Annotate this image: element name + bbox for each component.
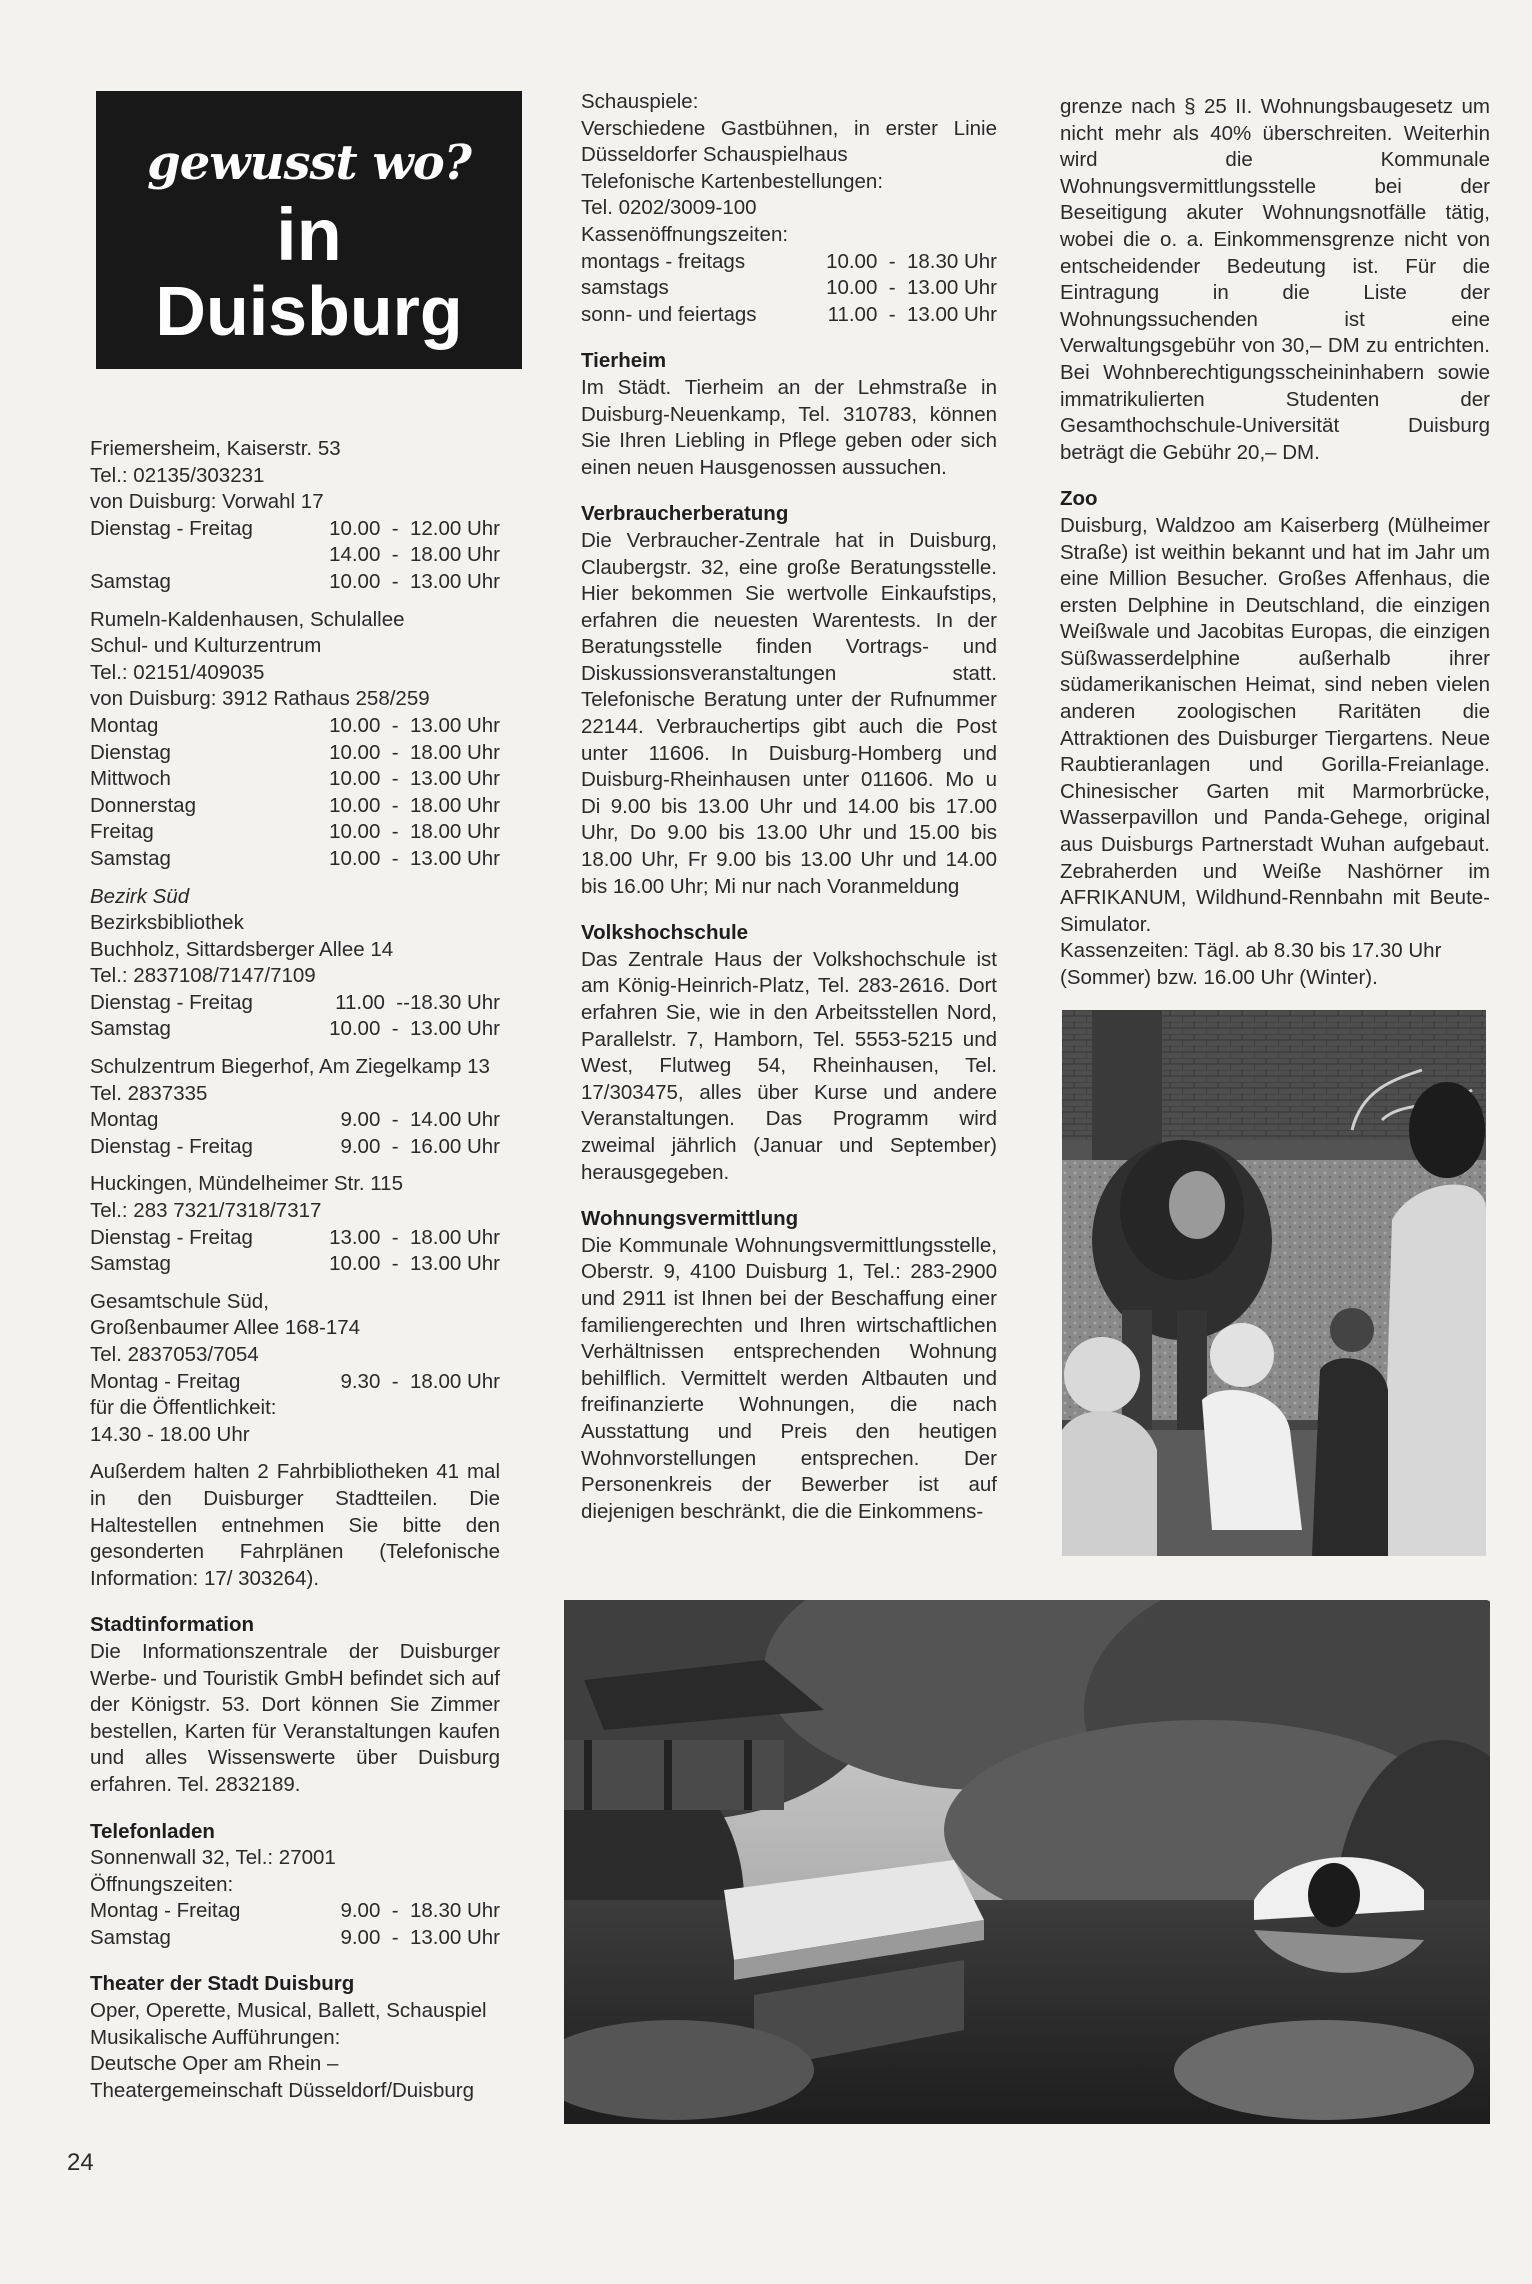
hours-row	[90, 990, 500, 1017]
heading-verbraucherberatung: Verbraucherberatung	[581, 502, 789, 526]
ticket-phone: Tel. 0202/3009-100	[581, 196, 757, 220]
hours-time: 10.00 - 13.00 Uhr	[329, 1252, 500, 1276]
phone: Tel.: 02135/303231	[90, 463, 265, 487]
hours-row	[90, 819, 500, 846]
opening-hours	[90, 713, 500, 873]
hours-day: Montag - Freitag	[90, 1369, 241, 1393]
telefonladen-open-label: Öffnungszeiten:	[90, 1872, 234, 1896]
hours-row	[90, 1016, 500, 1043]
hours-row	[90, 766, 500, 793]
hours-time: 10.00 - 12.00 Uhr	[329, 516, 500, 540]
opening-hours	[90, 990, 500, 1043]
hours-time: 10.00 - 18.00 Uhr	[329, 740, 500, 764]
hours-time: 10.00 - 18.30 Uhr	[826, 249, 997, 273]
page-number: 24	[67, 2149, 94, 2176]
heading-wohnungsvermittlung: Wohnungsvermittlung	[581, 1207, 799, 1231]
hours-row	[581, 275, 997, 302]
library-friemersheim	[90, 436, 500, 596]
library-rumeln	[90, 607, 500, 873]
hours-time: 9.00 - 16.00 Uhr	[340, 1134, 500, 1158]
heading-theater: Theater der Stadt Duisburg	[90, 1972, 355, 1996]
address: Schulzentrum Biegerhof, Am Ziegelkamp 13	[90, 1055, 490, 1079]
hours-day: Donnerstag	[90, 793, 196, 817]
hours-day: Montag	[90, 713, 159, 737]
hours-day: Dienstag - Freitag	[90, 990, 253, 1014]
verbraucherberatung-text: Die Verbraucher-Zentrale hat in Duisburg, Claubergstr. 32, eine große Beratungsstelle. Hier bekommen Sie wertvolle Einkaufstips, erfahren die neuesten Warentests. In der Beratungsstelle finden Vortrags- und Diskussionsveranstaltungen statt. Telefonische Beratung unter der Rufnummer 22144. Verbrauchertips gibt auch die Post unter 11606. In Duisburg-Homberg und Duisburg-Rheinhausen unter 011606. Mo u Di 9.00 bis 13.00 Uhr und 14.00 bis 17.00 Uhr, Do 9.00 bis 13.00 Uhr und 15.00 bis 18.00 Uhr, Fr 9.00 bis 13.00 Uhr und 14.00 bis 16.00 Uhr; Mi nur nach Voranmeldung	[581, 528, 997, 898]
district-label: Bezirk Süd	[90, 884, 190, 908]
hours-row	[90, 1898, 500, 1925]
hours-row	[90, 1107, 500, 1134]
library-biegerhof	[90, 1054, 500, 1160]
hours-day: Samstag	[90, 1017, 171, 1041]
hours-time: 13.00 - 18.00 Uhr	[329, 1225, 500, 1249]
hours-day: Mittwoch	[90, 767, 171, 791]
hours-time: 10.00 - 13.00 Uhr	[329, 846, 500, 870]
column-1	[90, 436, 500, 2104]
masthead-in: in	[276, 193, 342, 276]
hours-day: Samstag	[90, 846, 171, 870]
hours-row	[90, 516, 500, 543]
hours-time: 10.00 - 18.00 Uhr	[329, 820, 500, 844]
hours-day: Samstag	[90, 1252, 171, 1276]
hours-day: Dienstag - Freitag	[90, 1134, 253, 1158]
column-3	[1060, 94, 1490, 992]
hours-row	[90, 1251, 500, 1278]
schauspiele-text: Verschiedene Gastbühnen, in erster Linie Düsseldorfer Schauspielhaus	[581, 116, 997, 167]
hours-day: Dienstag - Freitag	[90, 516, 253, 540]
box-office-label: Kassenöffnungszeiten:	[581, 222, 789, 246]
hours-day: Montag	[90, 1108, 159, 1132]
box-office-hours	[581, 249, 997, 329]
hours-day: Dienstag	[90, 740, 171, 764]
heading-stadtinformation: Stadtinformation	[90, 1613, 254, 1637]
hours-time: 10.00 - 13.00 Uhr	[329, 713, 500, 737]
hours-time: 11.00 --18.30 Uhr	[335, 990, 500, 1014]
theater-line-3: Deutsche Oper am Rhein – Theatergemeinschaft Düsseldorf/Duisburg	[90, 2052, 474, 2102]
mobile-libraries-text: Außerdem halten 2 Fahrbibliotheken 41 mal in den Duisburger Stadtteilen. Die Haltestellen entnehmen Sie bitte den gesonderten Fahrplänen (Telefonische Information: 17/ 303264).	[90, 1460, 500, 1590]
address: Buchholz, Sittardsberger Allee 14	[90, 937, 394, 961]
hours-row	[90, 542, 500, 569]
address: Großenbaumer Allee 168-174	[90, 1316, 361, 1340]
hours-row	[581, 249, 997, 276]
hours-day	[90, 542, 329, 569]
phone: Tel.: 2837108/7147/7109	[90, 964, 316, 988]
hours-day: montags - freitags	[581, 249, 746, 273]
address: Huckingen, Mündelheimer Str. 115	[90, 1172, 403, 1196]
hours-time: 9.00 - 13.00 Uhr	[340, 1925, 500, 1949]
hours-time: 14.00 - 18.00 Uhr	[329, 543, 500, 567]
lion-photo-image	[1062, 1010, 1486, 1556]
stadtinformation-text: Die Informationszentrale der Duisburger Werbe- und Touristik GmbH befindet sich auf der Königstr. 53. Dort können Sie Zimmer bestellen, Karten für Veranstaltungen kaufen und alles Wissenswerte über Duisburg erfahren. Tel. 2832189.	[90, 1639, 500, 1796]
hours-time: 10.00 - 13.00 Uhr	[329, 569, 500, 593]
phone: Tel.: 02151/409035	[90, 660, 265, 684]
chinese-garden-photo	[564, 1600, 1490, 2124]
hours-row	[90, 1225, 500, 1252]
hours-row	[90, 1369, 500, 1396]
heading-tierheim: Tierheim	[581, 349, 667, 373]
hours-day: sonn- und feiertags	[581, 302, 757, 326]
opening-hours	[90, 1225, 500, 1278]
hours-row	[90, 713, 500, 740]
opening-hours	[90, 1107, 500, 1160]
district-section	[90, 884, 500, 1044]
heading-volkshochschule: Volkshochschule	[581, 921, 749, 945]
library-name: Bezirksbibliothek	[90, 911, 244, 935]
hours-row	[90, 569, 500, 596]
hours-day: Dienstag - Freitag	[90, 1225, 253, 1249]
hours-row	[90, 1134, 500, 1161]
chinese-garden-photo-image	[564, 1600, 1490, 2124]
hours-row	[90, 846, 500, 873]
opening-hours	[90, 516, 500, 596]
hours-time: 10.00 - 13.00 Uhr	[826, 276, 997, 300]
dial-info: von Duisburg: 3912 Rathaus 258/259	[90, 687, 430, 711]
hours-time: 11.00 - 13.00 Uhr	[827, 302, 997, 326]
masthead	[96, 91, 522, 369]
hours-day: Freitag	[90, 820, 154, 844]
theater-line-1: Oper, Operette, Musical, Ballett, Schauspiel	[90, 1999, 487, 2023]
zoo-hours: Kassenzeiten: Tägl. ab 8.30 bis 17.30 Uhr (Sommer) bzw. 16.00 Uhr (Winter).	[1060, 939, 1442, 989]
public-label: für die Öffentlichkeit:	[90, 1396, 277, 1420]
hours-time: 10.00 - 13.00 Uhr	[329, 1017, 500, 1041]
zoo-text: Duisburg, Waldzoo am Kaiserberg (Mülheimer Straße) ist weithin bekannt und hat im Jahr um eine Million Besucher. Großes Affenhaus, die ersten Delphine in Deutschland, die einzigen Weißwale und Jacobitas Europas, die einzigen Süßwasserdelphine außerhalb ihrer südamerikanischen Heimat, sind neben vielen anderen zoologischen Raritäten die Attraktionen des Duisburger Tiergartens. Neue Raubtieranlagen und Gorilla-Freianlage. Chinesischer Garten mit Marmorbrücke, Wasserpavillon und Panda-Gehege, original aus Duisburgs Partnerstadt Wuhan aufgebaut. Zebraherden und Weiße Nashörner im AFRIKANUM, Wildhund-Rennbahn mit Beute-Simulator.	[1060, 513, 1490, 936]
heading-zoo: Zoo	[1060, 487, 1098, 511]
hours-time: 9.00 - 18.30 Uhr	[340, 1899, 500, 1923]
hours-time: 9.30 - 18.00 Uhr	[340, 1369, 500, 1393]
heading-telefonladen: Telefonladen	[90, 1819, 215, 1843]
masthead-tagline: gewusst wo?	[147, 135, 471, 191]
theater-line-2: Musikalische Aufführungen:	[90, 2025, 341, 2049]
library-gesamtschule	[90, 1289, 500, 1449]
public-hours: 14.30 - 18.00 Uhr	[90, 1422, 250, 1446]
opening-hours	[90, 1898, 500, 1951]
hours-day: samstags	[581, 276, 669, 300]
name: Gesamtschule Süd,	[90, 1289, 269, 1313]
phone: Tel. 2837053/7054	[90, 1343, 259, 1366]
column-2	[581, 89, 997, 1525]
wohnungsvermittlung-continued: grenze nach § 25 II. Wohnungsbaugesetz um nicht mehr als 40% überschreiten. Weiterhin wird die Kommunale Wohnungsvermittlungsstelle bei der Beseitigung akuter Wohnungsnotfälle tätig, wobei die o. a. Einkommensgrenze nicht von entscheidender Bedeutung ist. Für die Eintragung in die Liste der Wohnungssuchenden ist eine Verwaltungsgebühr von 30,– DM zu entrichten. Bei Wohnberechtigungsscheininhabern sowie immatrikulierten Studenten der Gesamthochschule-Universität Duisburg beträgt die Gebühr 20,– DM.	[1060, 95, 1490, 464]
library-huckingen	[90, 1171, 500, 1277]
hours-day: Samstag	[90, 569, 171, 593]
hours-row	[90, 793, 500, 820]
dial-info: von Duisburg: Vorwahl 17	[90, 490, 324, 514]
opening-hours	[90, 1369, 500, 1396]
hours-time: 9.00 - 14.00 Uhr	[340, 1108, 500, 1132]
hours-row	[90, 1925, 500, 1952]
hours-row	[90, 740, 500, 767]
telefonladen-address: Sonnenwall 32, Tel.: 27001	[90, 1846, 336, 1870]
address: Rumeln-Kaldenhausen, Schulallee	[90, 607, 405, 631]
address: Friemersheim, Kaiserstr. 53	[90, 437, 341, 460]
phone: Tel. 2837335	[90, 1081, 208, 1105]
hours-day: Montag - Freitag	[90, 1899, 241, 1923]
lion-photo	[1062, 1010, 1486, 1556]
schauspiele-label: Schauspiele:	[581, 90, 699, 113]
subtitle: Schul- und Kulturzentrum	[90, 634, 322, 658]
wohnungsvermittlung-text: Die Kommunale Wohnungsvermittlungsstelle, Oberstr. 9, 4100 Duisburg 1, Tel.: 283-2900 und 2911 ist Ihnen bei der Beschaffung einer familiengerechten und Ihren wirtschaftlichen Verhältnissen entsprechenden Wohnung behilflich. Vermittelt werden Altbauten und freifinanzierte Wohnungen, die nach Ausstattung und Preis den heutigen Wohnvorstellungen entsprechen. Der Personenkreis der Bewerber ist auf diejenigen beschränkt, die die Einkommens-	[581, 1233, 997, 1523]
ticket-phone-label: Telefonische Kartenbestellungen:	[581, 169, 884, 193]
tierheim-text: Im Städt. Tierheim an der Lehmstraße in Duisburg-Neuenkamp, Tel. 310783, können Sie Ihren Liebling in Pflege geben oder sich einen neuen Hausgenossen aussuchen.	[581, 375, 997, 479]
hours-row	[581, 302, 997, 329]
volkshochschule-text: Das Zentrale Haus der Volkshochschule ist am König-Heinrich-Platz, Tel. 283-2616. Dort erfahren Sie, wie in den Arbeitsstellen Nord, Parallelstr. 7, Hamborn, Tel. 5553-5215 und West, Flutweg 54, Rheinhausen, Tel. 17/303475, alles über Kurse und andere Veranstaltungen. Das Programm wird zweimal jährlich (Januar und September) herausgegeben.	[581, 947, 997, 1184]
phone: Tel.: 283 7321/7318/7317	[90, 1199, 322, 1223]
hours-time: 10.00 - 18.00 Uhr	[329, 793, 500, 817]
hours-day: Samstag	[90, 1925, 171, 1949]
hours-time: 10.00 - 13.00 Uhr	[329, 767, 500, 791]
masthead-city: Duisburg	[155, 272, 463, 350]
